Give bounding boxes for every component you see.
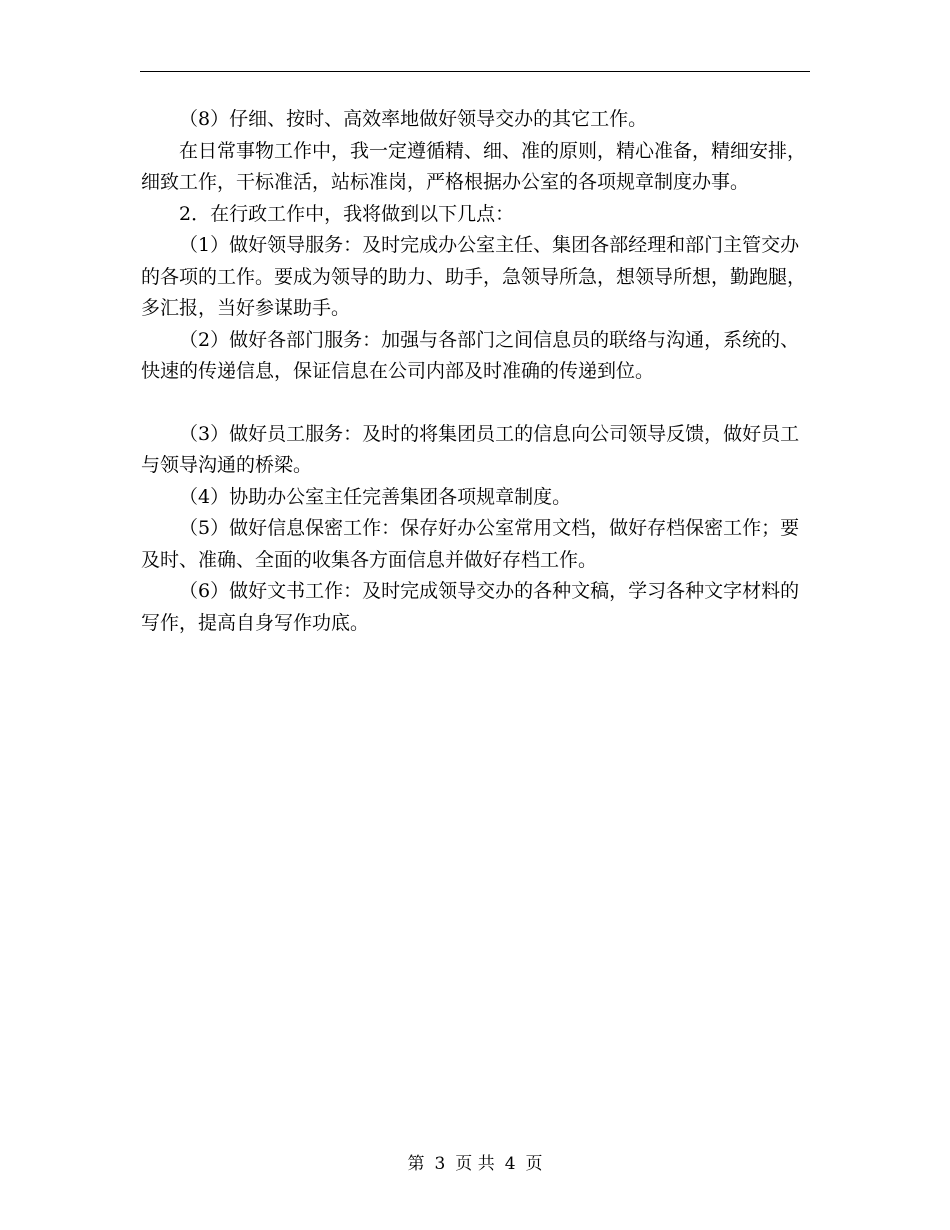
- paragraph-admin-heading: 2．在行政工作中，我将做到以下几点：: [179, 202, 515, 225]
- paragraph-item-5: （5）做好信息保密工作：保存好办公室常用文档，做好存档保密工作；要及时、准确、全面的收集各方面信息并做好存档工作。: [141, 517, 800, 571]
- footer-suffix: 页: [525, 1154, 543, 1174]
- footer-total-pages: 4: [504, 1154, 516, 1174]
- paragraph-item-8: （8）仔细、按时、高效率地做好领导交办的其它工作。: [179, 108, 648, 130]
- paragraph-item-1: （1）做好领导服务：及时完成办公室主任、集团各部经理和部门主管交办的各项的工作。要成为领导的助力、助手，急领导所急，想领导所想，勤跑腿，多汇报，当好参谋助手。: [141, 234, 807, 319]
- footer-prefix: 第: [407, 1154, 425, 1174]
- footer-page-number: 3: [434, 1154, 446, 1174]
- document-body: [141, 104, 809, 639]
- header-rule: [140, 71, 810, 72]
- paragraph-item-6: （6）做好文书工作：及时完成领导交办的各种文稿，学习各种文字材料的写作，提高自身写作功底。: [141, 580, 800, 634]
- page-footer: [0, 1152, 950, 1176]
- paragraph-item-3: （3）做好员工服务：及时的将集团员工的信息向公司领导反馈，做好员工与领导沟通的桥梁。: [141, 422, 800, 476]
- paragraph-item-4: （4）协助办公室主任完善集团各项规章制度。: [179, 485, 572, 508]
- paragraph-daily-work: 在日常事物工作中，我一定遵循精、细、准的原则，精心准备，精细安排，细致工作，干标准活，站标准岗，严格根据办公室的各项规章制度办事。: [141, 139, 807, 193]
- footer-middle: 页 共: [455, 1154, 495, 1174]
- paragraph-item-2: （2）做好各部门服务：加强与各部门之间信息员的联络与沟通，系统的、快速的传递信息，保证信息在公司内部及时准确的传递到位。: [141, 328, 800, 382]
